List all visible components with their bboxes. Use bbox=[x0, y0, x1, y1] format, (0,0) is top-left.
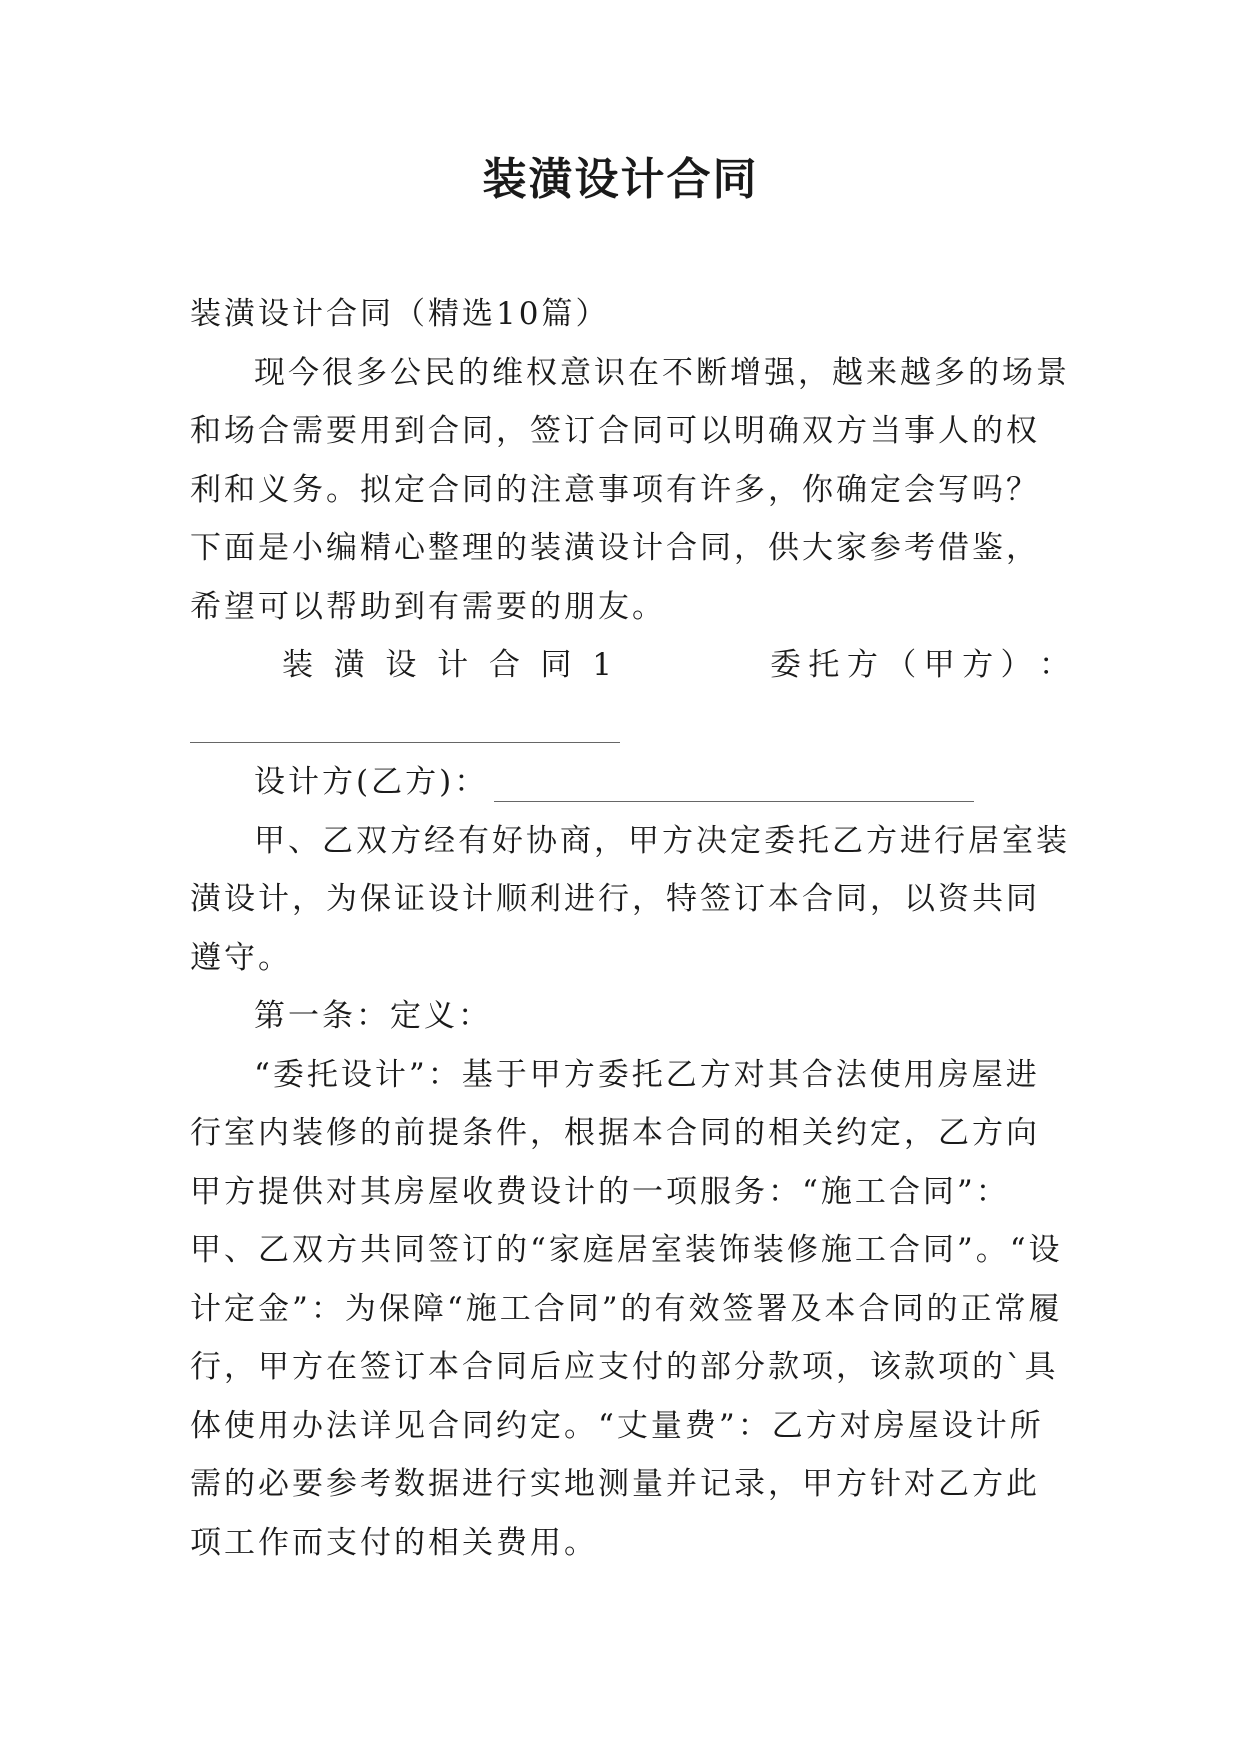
document-title: 装潢设计合同 bbox=[482, 154, 759, 205]
article-1-heading: 第一条：定义： bbox=[254, 998, 492, 1034]
article-1-body: “委托设计”：基于甲方委托乙方对其合法使用房屋进行室内装修的前提条件，根据本合同的相关约定，乙方向甲方提供对其房屋收费设计的一项服务：“施工合同”：甲、乙双方共同签订的“家庭居室装饰装修施工合同”。“设计定金”：为保障“施工合同”的有效签署及本合同的正常履行，甲方在签订本合同后应支付的部分款项，该款项的`具体使用办法详见合同约定。“丈量费”：乙方对房屋设计所需的必要参考数据进行实地测量并记录，甲方针对乙方此项工作而支付的相关费用。 bbox=[190, 1056, 1063, 1561]
party-a-blank bbox=[190, 708, 620, 743]
party-a-label: 委 托 方 （ 甲 方 ） ： bbox=[770, 647, 1070, 683]
contract-heading: 装 潢 设 计 合 同 1 bbox=[282, 647, 612, 683]
party-b-line bbox=[190, 753, 1070, 812]
preamble-paragraph: 甲、乙双方经有好协商，甲方决定委托乙方进行居室装潢设计，为保证设计顺利进行，特签订本合同，以资共同遵守。 bbox=[190, 822, 1070, 976]
document-subtitle: 装潢设计合同（精选10篇） bbox=[190, 296, 610, 332]
contract-heading-line bbox=[190, 636, 1070, 695]
intro-paragraph: 现今很多公民的维权意识在不断增强，越来越多的场景和场合需要用到合同，签订合同可以明确双方当事人的权利和义务。拟定合同的注意事项有许多，你确定会写吗？下面是小编精心整理的装潢设计合同，供大家参考借鉴，希望可以帮助到有需要的朋友。 bbox=[190, 354, 1070, 625]
party-b-label: 设计方(乙方)： bbox=[254, 764, 489, 800]
document-body bbox=[190, 285, 1070, 1572]
party-a-blank-row bbox=[190, 695, 1070, 754]
party-b-blank bbox=[494, 767, 974, 802]
